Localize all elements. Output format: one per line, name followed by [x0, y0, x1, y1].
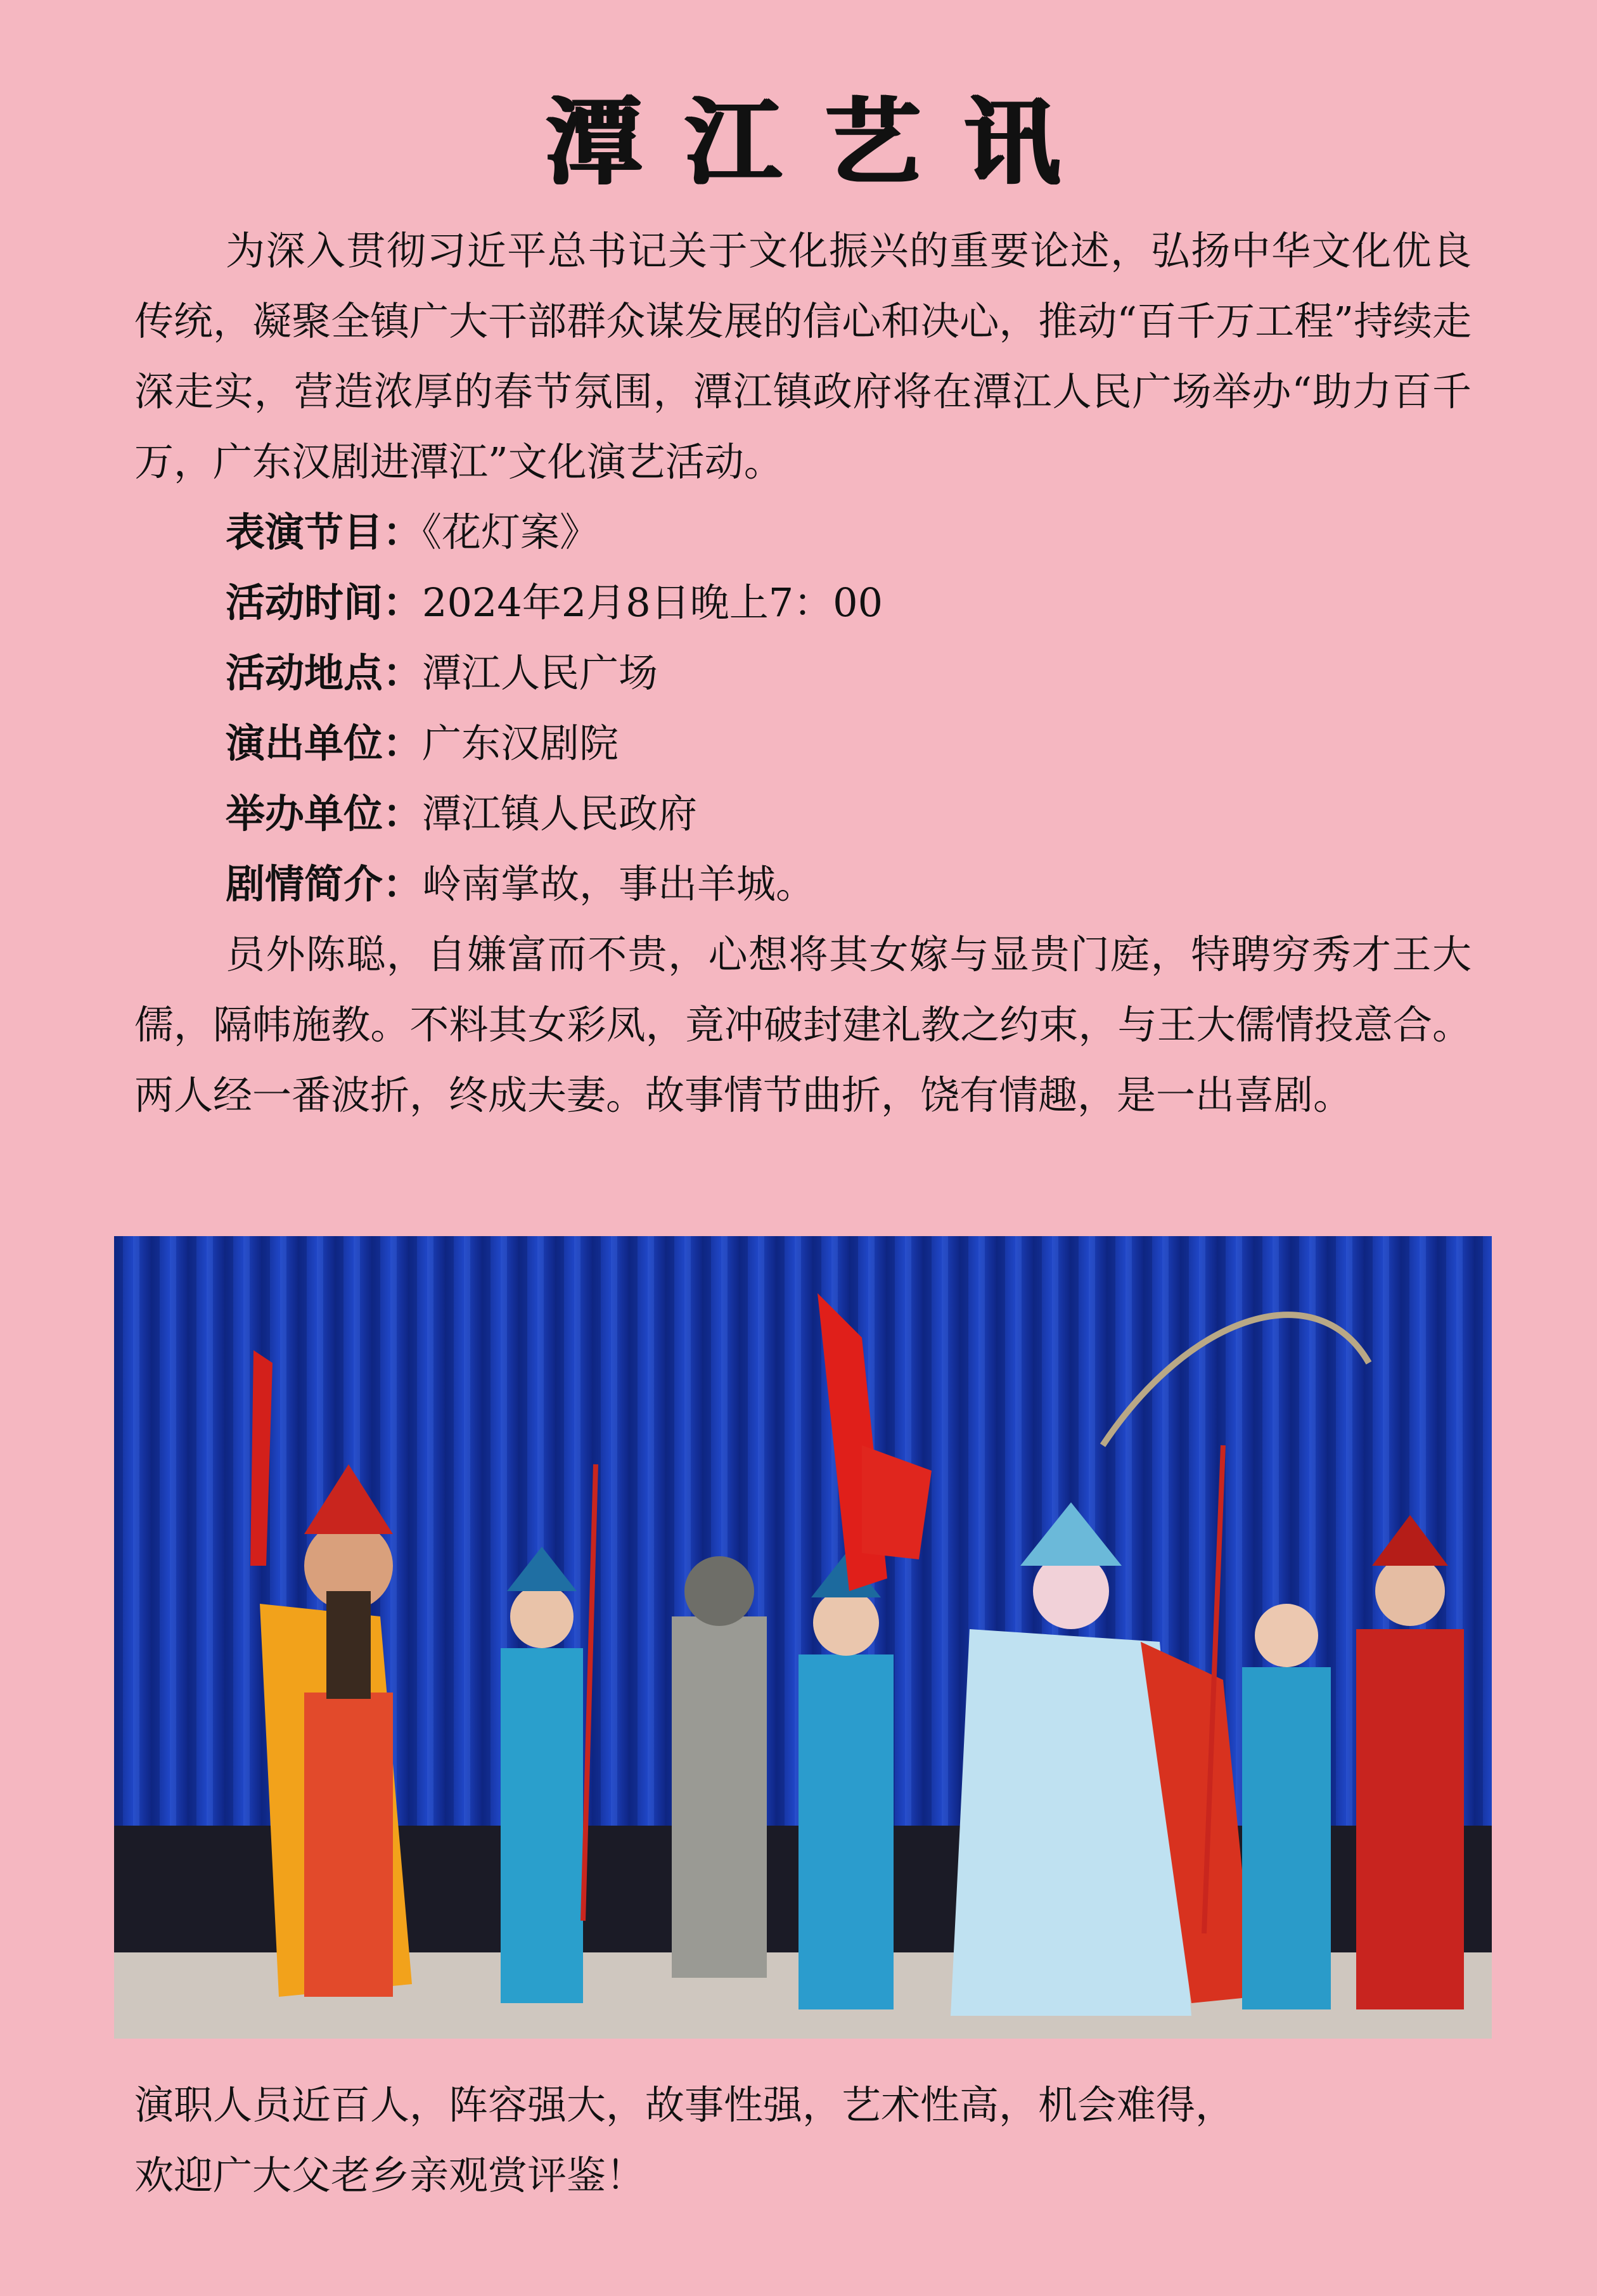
- info-value: 岭南掌故，事出羊城。: [422, 861, 816, 907]
- closing-line-2: 欢迎广大父老乡亲观赏评鉴！: [134, 2152, 646, 2198]
- performer-grey: [672, 1556, 767, 1978]
- info-value: 2024年2月8日晚上7：00: [422, 579, 883, 626]
- info-label: 演出单位：: [226, 720, 423, 766]
- page-title: 潭江艺讯: [546, 87, 1104, 198]
- performer-blue-1: [501, 1547, 583, 2003]
- closing-line-1: 演职人员近百人，阵容强大，故事性强，艺术性高，机会难得，: [134, 2082, 1235, 2128]
- info-value: 广东汉剧院: [422, 720, 619, 766]
- poster-content: [134, 87, 1472, 1130]
- info-time: [134, 567, 1472, 638]
- opera-performance-photo: [114, 1236, 1492, 2039]
- info-label: 活动地点：: [226, 650, 423, 696]
- info-organizer: [134, 778, 1472, 849]
- info-label: 表演节目：: [226, 509, 423, 555]
- info-label: 剧情简介：: [226, 861, 423, 907]
- info-location: [134, 638, 1472, 708]
- info-synopsis-heading: [134, 849, 1472, 919]
- info-performer: [134, 708, 1472, 778]
- info-program: [134, 497, 1472, 567]
- info-value: 《花灯案》: [422, 509, 600, 555]
- info-label: 活动时间：: [226, 579, 423, 626]
- info-label: 举办单位：: [226, 790, 423, 837]
- info-value: 潭江人民广场: [422, 650, 658, 696]
- event-info-list: [134, 497, 1472, 919]
- closing-text: [134, 2070, 1472, 2210]
- stage-illustration: [114, 1236, 1492, 2039]
- intro-paragraph: 为深入贯彻习近平总书记关于文化振兴的重要论述，弘扬中华文化优良传统，凝聚全镇广大干部群众谋发展的信心和决心，推动“百千万工程”持续走深走实，营造浓厚的春节氛围，潭江镇政府将在潭江人民广场举办“助力百千万，广东汉剧进潭江”文化演艺活动。: [134, 228, 1472, 485]
- info-value: 潭江镇人民政府: [422, 790, 698, 837]
- synopsis-paragraph: 员外陈聪，自嫌富而不贵，心想将其女嫁与显贵门庭，特聘穷秀才王大儒，隔帏施教。不料其女彩凤，竟冲破封建礼教之约束，与王大儒情投意合。两人经一番波折，终成夫妻。故事情节曲折，饶有情趣，是一出喜剧。: [134, 931, 1472, 1118]
